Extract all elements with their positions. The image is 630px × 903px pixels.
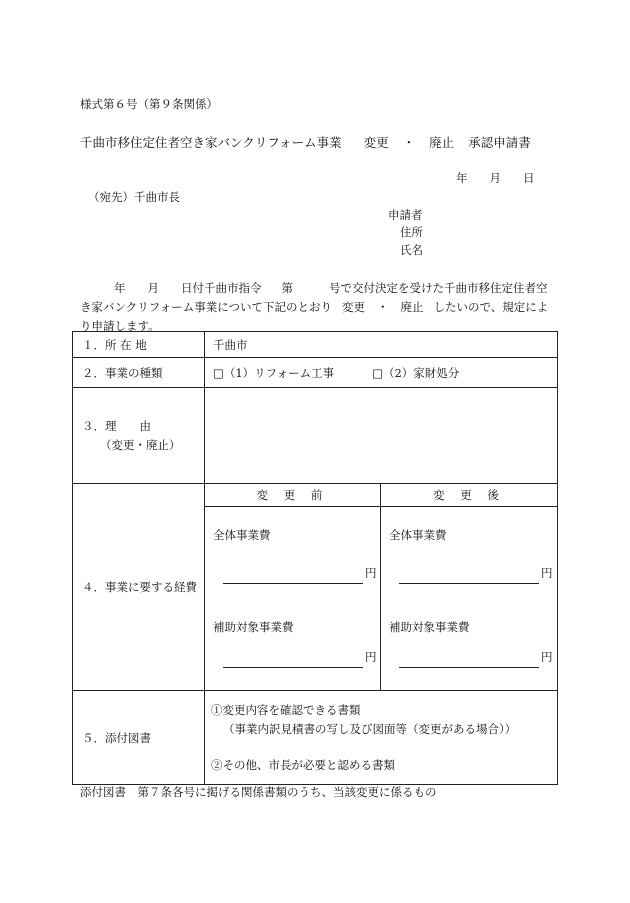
row-reason — [73, 388, 558, 484]
body-year: 年 — [114, 281, 126, 295]
reason-title: ３．理 由 — [82, 418, 151, 433]
attachments-label: ５．添付図書 — [73, 691, 205, 785]
row-attachments — [73, 691, 558, 785]
row-location — [73, 332, 558, 358]
body-month: 月 — [147, 281, 159, 295]
before-total-field[interactable] — [223, 571, 363, 584]
row-type — [73, 358, 558, 388]
after-subsidy-field[interactable] — [399, 655, 539, 668]
location-label: １．所 在 地 — [73, 332, 205, 358]
before-subsidy-field[interactable] — [223, 655, 363, 668]
applicant-address: 住所 — [400, 225, 423, 239]
before-subsidy-label: 補助対象事業費 — [213, 620, 294, 634]
date-day: 日 — [523, 171, 535, 185]
footnote: 添付図書 第７条各号に掲げる関係書類のうち、当該変更に係るもの — [80, 785, 437, 799]
reason-input[interactable] — [205, 388, 558, 484]
type-label: ２．事業の種類 — [73, 358, 205, 388]
title-main: 千曲市移住定住者空き家バンクリフォーム事業 — [80, 135, 342, 150]
body-text3: したいので、規定により申請します。 — [80, 300, 549, 333]
attachment-item-1: ①変更内容を確認できる書類 — [211, 702, 361, 717]
before-subsidy-yen: 円 — [365, 650, 377, 664]
row-cost-head — [73, 484, 558, 507]
body-text1: 日付千曲市指令 — [181, 281, 262, 295]
form-number: 様式第６号（第９条関係） — [80, 97, 218, 111]
before-total-label: 全体事業費 — [213, 528, 271, 542]
checkbox-disposal[interactable]: □（2）家財処分 — [372, 365, 460, 380]
body-text2: 号で交付決定を受けた千曲市移住定住者空き家バンクリフォーム事業について下記のとおり — [80, 281, 548, 314]
reason-label — [73, 388, 205, 484]
body-dot: ・ — [376, 300, 389, 314]
body-number-prefix: 第 — [281, 281, 293, 295]
applicant-name: 氏名 — [400, 243, 423, 257]
applicant-label: 申請者 — [388, 208, 423, 222]
after-total-yen: 円 — [541, 566, 553, 580]
attachment-item-2: ②その他、市長が必要と認める書類 — [211, 757, 395, 772]
before-total-yen: 円 — [365, 566, 377, 580]
after-subsidy-label: 補助対象事業費 — [389, 620, 470, 634]
date-line — [456, 170, 535, 186]
checkbox-reform[interactable]: □（1）リフォーム工事 — [213, 365, 335, 380]
type-options — [205, 358, 558, 388]
title-option-change: 変更 — [363, 135, 389, 150]
application-table — [72, 331, 558, 785]
date-year: 年 — [456, 171, 468, 185]
body-text — [80, 279, 555, 336]
after-total-field[interactable] — [399, 571, 539, 584]
date-month: 月 — [489, 171, 501, 185]
attachment-item-1-detail: （事業内訳見積書の写し及び図面等（変更がある場合）） — [223, 721, 517, 736]
body-option-abolish: 廃止 — [400, 300, 424, 314]
document-title — [80, 133, 531, 151]
before-change-head: 変 更 前 — [205, 484, 381, 507]
after-change-cell — [381, 507, 558, 691]
title-option-abolish: 廃止 — [429, 135, 455, 150]
title-suffix: 承認申請書 — [468, 135, 531, 150]
cost-label: ４．事業に要する経費 — [73, 484, 205, 691]
after-total-label: 全体事業費 — [389, 528, 447, 542]
after-subsidy-yen: 円 — [541, 650, 553, 664]
location-value[interactable]: 千曲市 — [205, 332, 558, 358]
reason-sub: （変更・廃止） — [100, 437, 181, 452]
addressee: （宛先）千曲市長 — [88, 190, 180, 204]
before-change-cell — [205, 507, 381, 691]
attachments-list — [205, 691, 558, 785]
after-change-head: 変 更 後 — [381, 484, 558, 507]
title-dot: ・ — [402, 135, 416, 150]
body-option-change: 変更 — [341, 300, 365, 314]
